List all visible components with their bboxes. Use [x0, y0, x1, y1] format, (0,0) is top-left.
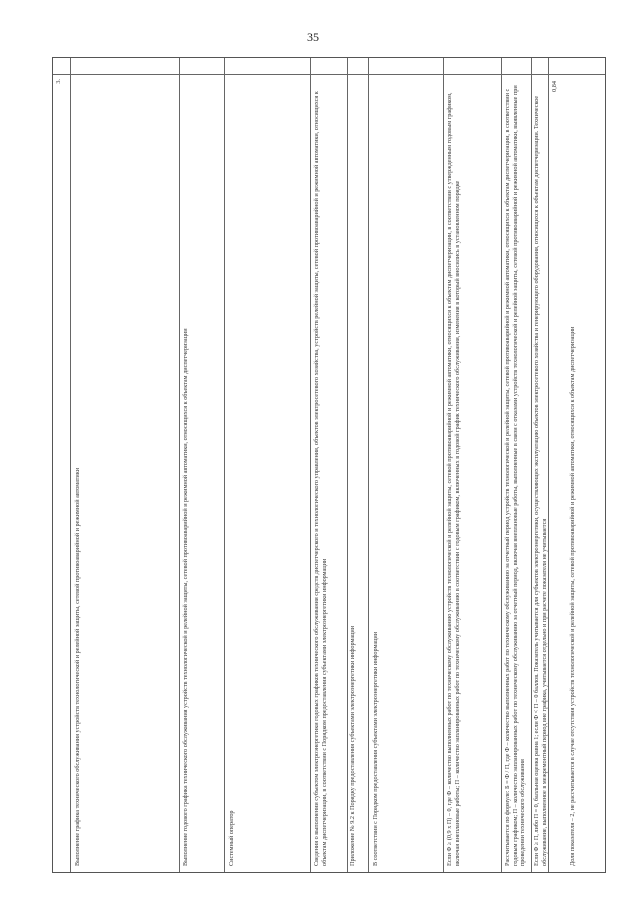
- cell-responsible: [225, 75, 310, 874]
- responsible-organization: Системный оператор: [228, 810, 235, 866]
- scoring-rule: Если Ф ≥ П, либо П = 0, балльная оценка равна 1; если Ф < П – 0 баллов. Показатель учитывается для субъектов электроэнергетики, осуществляющих эксплуатацию объектов электросетевого хозяйства и генерирующего оборудования, относящихся к объектам диспетчеризации. Техническое обслуживание, выполненное в межремонтный период вне графика, учитывается отдельно и при расчете показателя не учитывается: [533, 95, 548, 866]
- cell-form: [348, 75, 368, 874]
- cell-formula: [502, 75, 531, 874]
- cell-scoring: [532, 75, 548, 874]
- cell-description: [180, 75, 224, 874]
- row-number: 3.: [55, 79, 62, 84]
- evaluation-criteria: Если Ф ≥ (0,9 х П) – 0, где Ф – количество выполненных работ по техническому обслуживанию устройств технологической и релейной защиты, сетевой противоаварийной и режимной автоматики, относящихся к объектам диспетчеризации, в соответствии с утвержденным годовым графиком, включая внеплановые работы; П – количество запланированных работ по техническому обслуживанию в соответствии с годовым графиком, включенных в годовой график технического обслуживания, изменения в который вносились в установленном порядке: [446, 92, 461, 866]
- cell-timing: [369, 75, 443, 874]
- calculation-formula: Рассчитывается по формуле: Б = Ф / П, где Ф – количество выполненных работ по техническому обслуживанию за отчетный период устройств технологической и релейной защиты, сетевой противоаварийной и режимной автоматики, относящихся к объектам диспетчеризации, в соответствии с годовым графиком; П – количество запланированных работ по техническому обслуживанию за отчетный период, включая внеплановые работы, выполненные в связи с отказами устройств технологической и релейной защиты, сетевой противоаварийной и режимной автоматики, выявленные при проведении технического обслуживания: [504, 85, 527, 866]
- cell-indicator: [71, 75, 179, 874]
- source-information: Сведения о выполнении субъектом электроэнергетики годовых графиков технического обслуживания средств диспетчерского и технологического управления, объектов электросетевого хозяйства, устройств релейной защиты, сетевой противоаварийной и режимной автоматики, относящихся к объектам диспетчеризации, в соответствии с Порядком предоставления субъектами электроэнергетики информации: [313, 91, 328, 866]
- cell-criteria: [444, 75, 501, 874]
- cell-weight: [549, 75, 566, 874]
- weight-coefficient: 0,84: [551, 81, 558, 92]
- page-number: 35: [307, 30, 319, 44]
- notes: Доля показателя – 2, не рассчитывается в случае отсутствия устройств технологической и релейной защиты, сетевой противоаварийной и режимной автоматики, относящихся к объектам диспетчеризации: [569, 326, 576, 866]
- reporting-form: Приложение № 9.2 к Порядку предоставления субъектами электроэнергетики информации: [349, 625, 356, 866]
- indicator-description: Выполнение годового графика технического обслуживания устройств технологической и релейной защиты, сетевой противоаварийной и режимной автоматики, относящихся к объектам диспетчеризации: [182, 328, 189, 866]
- rotated-table: [52, 57, 606, 873]
- cell-source-info: [311, 75, 347, 874]
- indicator-name: Выполнение графика технического обслуживания устройств технологической и релейной защиты, сетевой противоаварийной и режимной автоматики: [74, 467, 81, 866]
- cell-row-number: [53, 75, 70, 874]
- reporting-timing: В соответствии с Порядком предоставления субъектами электроэнергетики информации: [372, 631, 379, 866]
- cell-notes: [567, 75, 606, 874]
